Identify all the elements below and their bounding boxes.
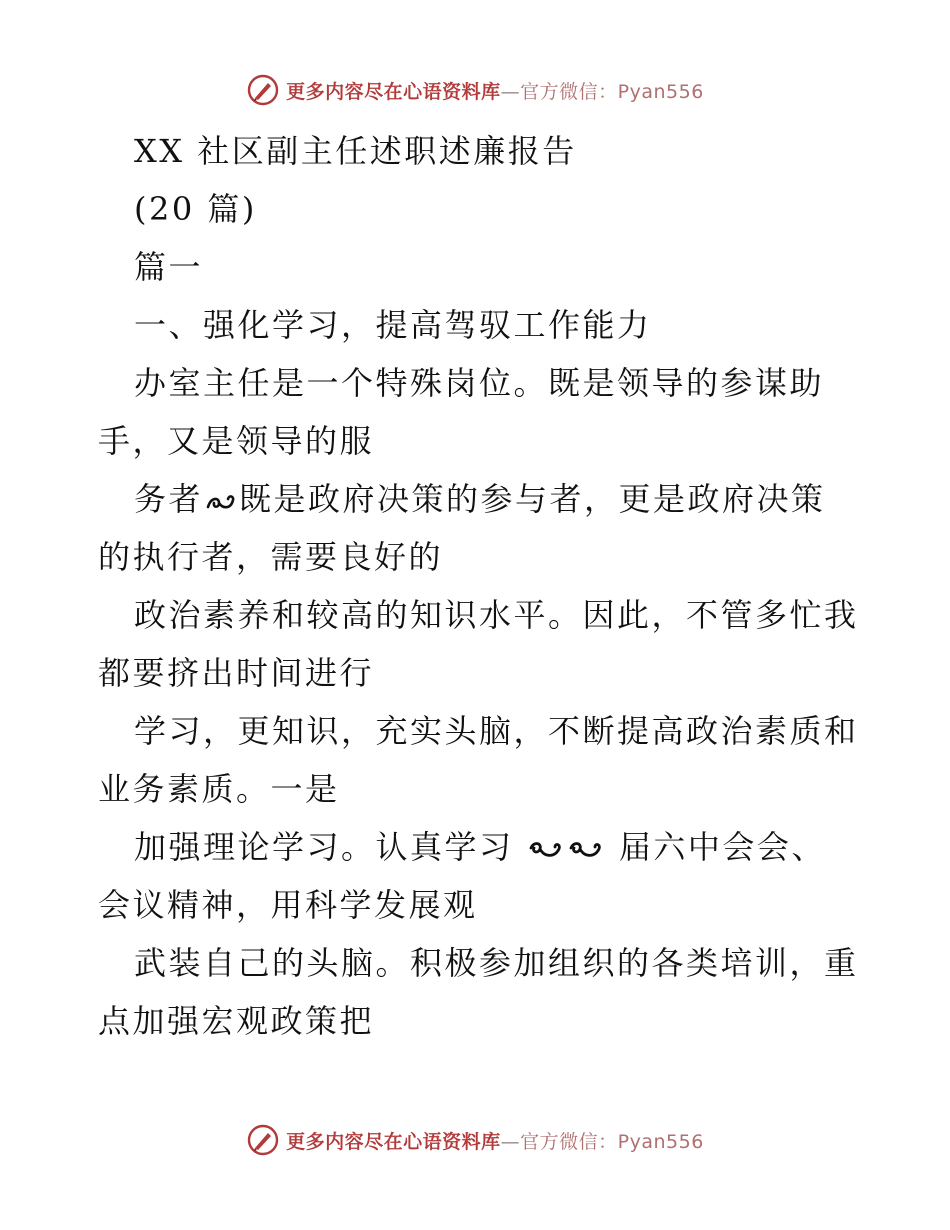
paragraph-line: 都要挤出时间进行 <box>98 654 375 692</box>
paragraph-line: 业务素质。一是 <box>98 770 340 808</box>
watermark-text: 更多内容尽在心语资料库—官方微信：Pyan556 <box>286 80 704 103</box>
ornament-glyph-icon <box>205 491 237 513</box>
paragraph-line <box>98 470 858 528</box>
document-subtitle: (20 篇) <box>134 190 257 228</box>
paragraph-line <box>98 818 858 876</box>
paragraph-text: 届六中会会、 <box>618 828 826 866</box>
paragraph-text: 务者 <box>134 480 204 518</box>
paragraph-line: 办室主任是一个特殊岗位。既是领导的参谋助 <box>134 364 825 402</box>
paragraph-line: 手，又是领导的服 <box>98 422 375 460</box>
paragraph-line: 点加强宏观政策把 <box>98 1002 375 1040</box>
paragraph-text: 既是政府决策的参与者，更是政府决策 <box>239 480 826 518</box>
paragraph-line: 会议精神，用科学发展观 <box>98 886 478 924</box>
footer-watermark <box>0 1120 950 1160</box>
paragraph-line: 武装自己的头脑。积极参加组织的各类培训，重 <box>134 944 859 982</box>
pen-circle-logo-icon <box>246 73 280 107</box>
ornament-glyph-icon <box>528 838 564 862</box>
subsection-heading: 一、强化学习，提高驾驭工作能力 <box>134 306 652 344</box>
ornament-glyph-icon <box>568 838 604 862</box>
pen-circle-logo-icon <box>246 1123 280 1157</box>
watermark-text: 更多内容尽在心语资料库—官方微信：Pyan556 <box>286 1130 704 1153</box>
header-watermark <box>0 70 950 110</box>
paragraph-line: 政治素养和较高的知识水平。因此，不管多忙我 <box>134 596 859 634</box>
document-body <box>98 122 858 1050</box>
document-title: XX 社区副主任述职述廉报告 <box>134 132 577 170</box>
paragraph-line: 学习，更知识，充实头脑，不断提高政治素质和 <box>134 712 859 750</box>
paragraph-text: 加强理论学习。认真学习 <box>134 828 514 866</box>
paragraph-line: 的执行者，需要良好的 <box>98 538 444 576</box>
section-heading: 篇一 <box>134 248 204 286</box>
